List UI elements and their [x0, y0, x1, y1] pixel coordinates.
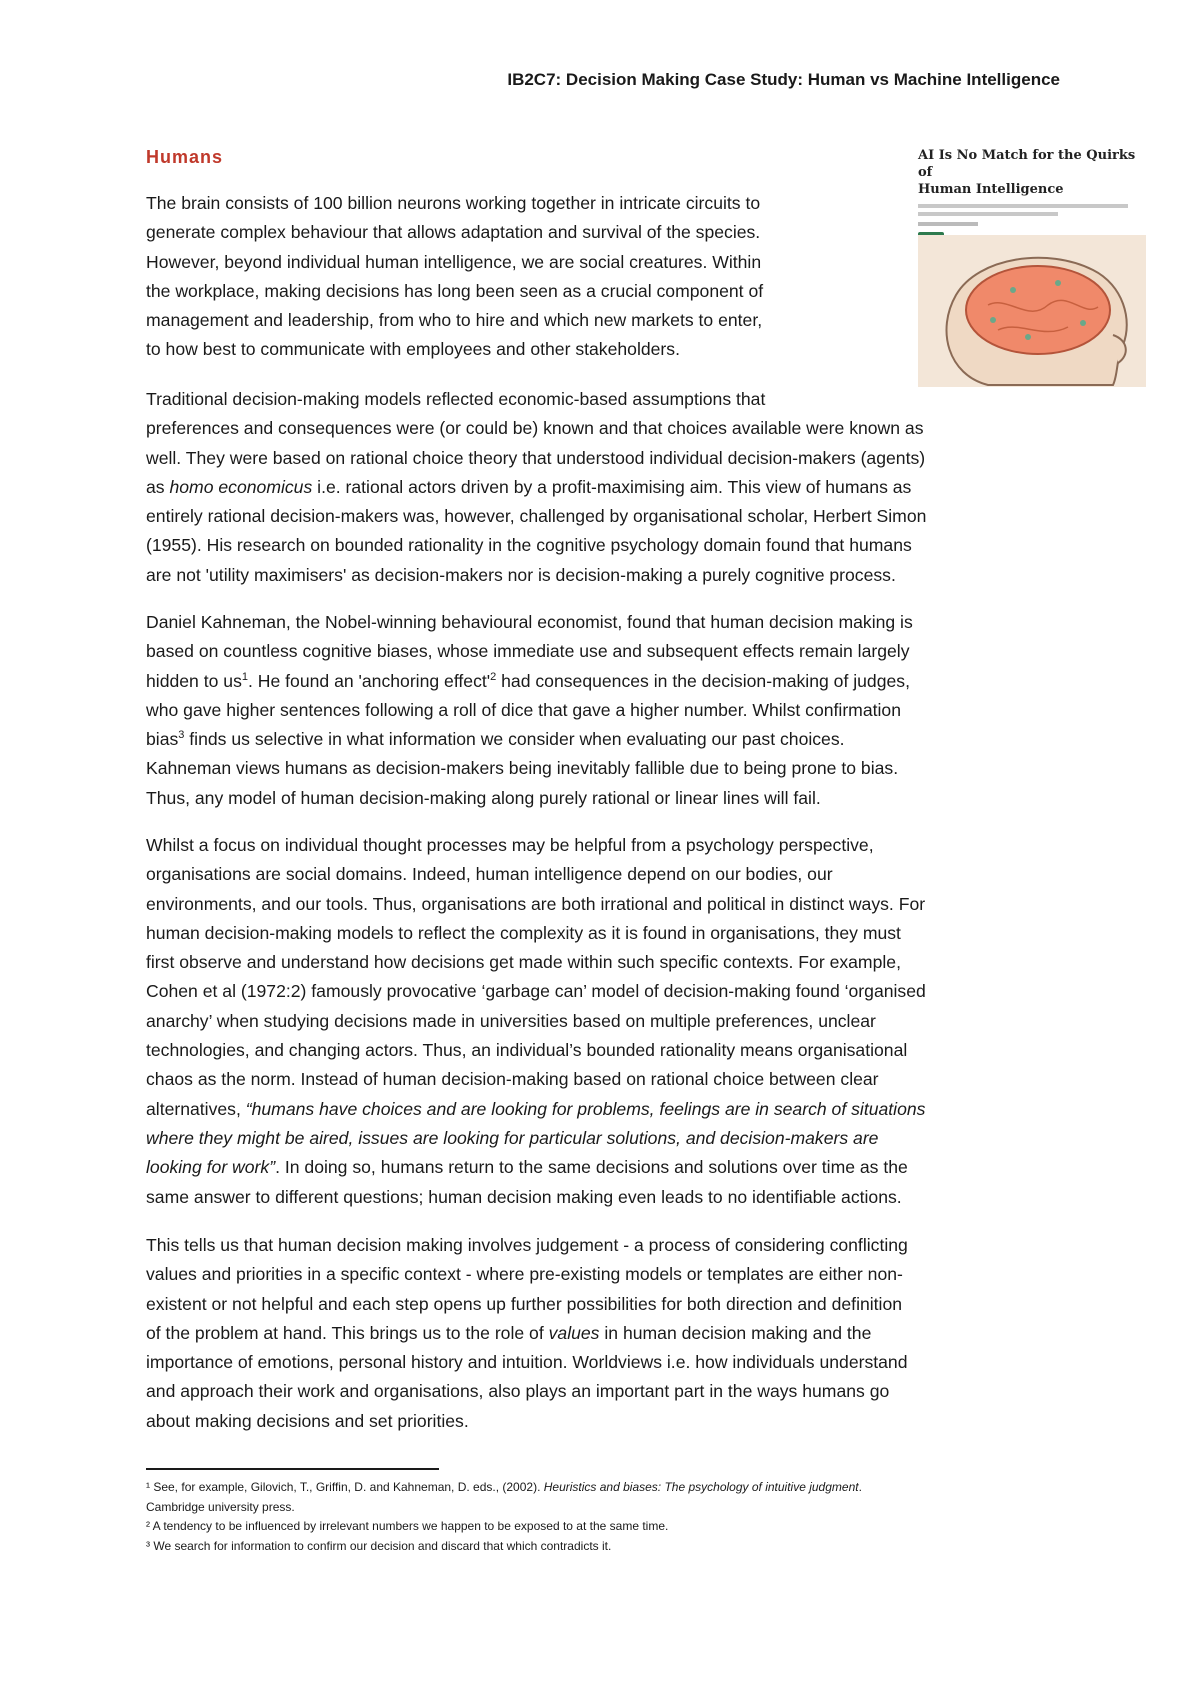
thumbnail-title	[918, 147, 1146, 198]
text-line: to how best to communicate with employees and other stakeholders.	[146, 339, 680, 360]
text-line: organisations are social domains. Indeed, human intelligence depend on our bodies, our	[146, 864, 833, 885]
text-line: chaos as the norm. Instead of human decision-making based on rational choice between clear	[146, 1069, 879, 1090]
text-line: preferences and consequences were (or could be) known and that choices available were known as	[146, 418, 924, 439]
text-line: environments, and our tools. Thus, organisations are both irrational and political in distinct ways. For	[146, 893, 926, 914]
footnote-ref-3[interactable]: 3	[178, 729, 185, 742]
footnote-1	[146, 1478, 1066, 1498]
text-line: based on countless cognitive biases, whose immediate use and subsequent effects remain largely	[146, 641, 910, 662]
brain-illustration-icon	[918, 235, 1146, 387]
text-run: in human decision making and the	[599, 1322, 872, 1343]
text-line: The brain consists of 100 billion neurons working together in intricate circuits to	[146, 193, 761, 213]
thumbnail-title-line: Human Intelligence	[918, 182, 1064, 197]
page-header: IB2C7: Decision Making Case Study: Human vs Machine Intelligence	[507, 70, 1060, 89]
text-run: We search for information to confirm our decision and discard that which contradicts it.	[150, 1538, 612, 1553]
text-line: Thus, any model of human decision-making along purely rational or linear lines will fail.	[146, 787, 821, 808]
text-line: technologies, and changing actors. Thus, an individual’s bounded rationality means organisational	[146, 1040, 908, 1061]
thumbnail-subtitle-placeholder	[918, 204, 1128, 208]
text-line	[146, 1124, 1066, 1153]
text-run: bias	[146, 729, 179, 750]
text-line: values and priorities in a specific context - where pre-existing models or templates are either non-	[146, 1264, 903, 1285]
text-line: This tells us that human decision making involves judgement - a process of considering conflicting	[146, 1235, 908, 1255]
text-line	[146, 667, 1066, 696]
section-heading: Humans	[146, 147, 224, 167]
text-line: same answer to different questions; human decision making even leads to no identifiable actions.	[146, 1186, 902, 1207]
text-run: .	[858, 1480, 862, 1494]
text-run: A tendency to be influenced by irrelevant numbers we happen to be exposed to at the same time.	[150, 1519, 669, 1533]
paragraph-2	[146, 385, 1066, 590]
text-line: generate complex behaviour that allows adaptation and survival of the species.	[146, 222, 761, 243]
text-line	[146, 1319, 1066, 1348]
text-line: However, beyond individual human intelligence, we are social creatures. Within	[146, 251, 762, 272]
text-run: of the problem at hand. This brings us to the role of	[146, 1322, 549, 1343]
text-line	[146, 1153, 1066, 1182]
text-line: existent or not helpful and each step opens up further possibilities for both direction and definition	[146, 1293, 903, 1314]
text-run: i.e. rational actors driven by a profit-maximising aim. This view of humans as	[312, 476, 912, 497]
text-run: as	[146, 476, 170, 497]
text-line: human decision-making models to reflect the complexity as it is found in organisations, they must	[146, 922, 901, 943]
text-line: who gave higher sentences following a roll of dice that gave a higher number. Whilst confirmation	[146, 699, 901, 720]
thumbnail-title-line: AI Is No Match for the Quirks of	[918, 148, 1136, 180]
text-line: anarchy’ when studying decisions made in universities based on multiple preferences, unclear	[146, 1010, 876, 1031]
paragraph-5	[146, 1231, 1066, 1436]
italic-quote: looking for work”	[146, 1157, 276, 1178]
footnote-1-cont: Cambridge university press.	[146, 1499, 295, 1514]
text-line: first observe and understand how decisions get made within such specific contexts. For example,	[146, 952, 901, 973]
italic-title: Heuristics and biases: The psychology of intuitive judgment	[543, 1480, 859, 1494]
footnote-ref-2[interactable]: 2	[490, 670, 497, 683]
text-line: management and leadership, from who to hire and which new markets to enter,	[146, 310, 763, 331]
text-run: finds us selective in what information we consider when evaluating our past choices.	[184, 729, 845, 750]
italic-term: homo economicus	[169, 476, 313, 497]
text-line	[146, 473, 1066, 502]
footnote-mark: ²	[146, 1519, 150, 1533]
text-line: Cohen et al (1972:2) famously provocative ‘garbage can’ model of decision-making found ‘organised	[146, 981, 926, 1002]
footnote-3	[146, 1537, 1066, 1557]
paragraph-3	[146, 608, 1066, 813]
article-thumbnail	[918, 147, 1146, 387]
text-run: alternatives,	[146, 1098, 246, 1119]
paragraph-1	[146, 189, 906, 365]
text-line: Kahneman views humans as decision-makers being inevitably fallible due to being prone to bias.	[146, 758, 899, 779]
text-line: entirely rational decision-makers was, however, challenged by organisational scholar, Herbert Simon	[146, 506, 927, 527]
footnote-mark: ³	[146, 1538, 150, 1553]
paragraph-4	[146, 831, 1066, 1212]
footnotes	[146, 1478, 1066, 1556]
text-line: about making decisions and set priorities.	[146, 1410, 469, 1431]
italic-quote: where they might be aired, issues are looking for particular solutions, and decision-makers are	[146, 1127, 879, 1148]
text-line	[146, 725, 1066, 754]
text-run: . In doing so, humans return to the same decisions and solutions over time as the	[275, 1157, 908, 1178]
thumbnail-subtitle-placeholder	[918, 212, 1058, 216]
text-run: See, for example, Gilovich, T., Griffin, D. and Kahneman, D. eds., (2002).	[150, 1480, 544, 1494]
text-line: and approach their work and organisations, also plays an important part in the ways humans go	[146, 1381, 890, 1402]
text-line: are not 'utility maximisers' as decision-makers nor is decision-making a purely cognitive process.	[146, 564, 896, 585]
footnote-2	[146, 1517, 1066, 1537]
text-run: . He found an 'anchoring effect'	[248, 670, 491, 691]
italic-quote: “humans have choices and are looking for problems, feelings are in search of situations	[245, 1098, 926, 1119]
italic-term: values	[548, 1322, 600, 1343]
text-line: (1955). His research on bounded rationality in the cognitive psychology domain found that humans	[146, 535, 912, 556]
text-run: had consequences in the decision-making of judges,	[496, 670, 910, 691]
author-placeholder	[918, 222, 978, 226]
footnote-divider	[146, 1468, 439, 1470]
text-line: Daniel Kahneman, the Nobel-winning behavioural economist, found that human decision making is	[146, 612, 913, 632]
thumbnail-meta	[918, 222, 1146, 226]
text-run: hidden to us	[146, 670, 242, 691]
text-line: Traditional decision-making models reflected economic-based assumptions that	[146, 389, 766, 409]
text-line: importance of emotions, personal history and intuition. Worldviews i.e. how individuals understand	[146, 1352, 908, 1373]
footnote-ref-1[interactable]: 1	[241, 670, 248, 683]
text-line	[146, 1095, 1066, 1124]
text-line: the workplace, making decisions has long been seen as a crucial component of	[146, 280, 764, 301]
text-line: well. They were based on rational choice theory that understood individual decision-makers (agents)	[146, 447, 926, 468]
footnote-mark: ¹	[146, 1480, 150, 1494]
text-line: Whilst a focus on individual thought processes may be helpful from a psychology perspective,	[146, 835, 874, 855]
